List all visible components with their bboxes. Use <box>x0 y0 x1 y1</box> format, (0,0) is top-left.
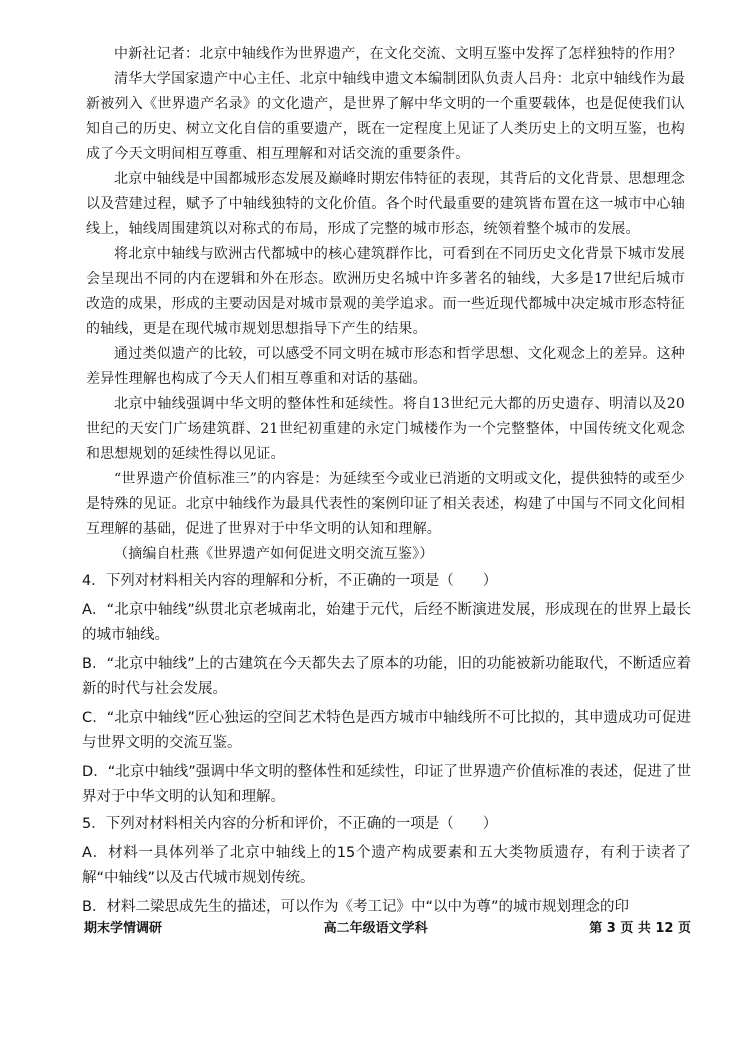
passage-paragraph-7: “世界遗产价值标准三”的内容是：为延续至今或业已消逝的文明或文化，提供独特的或至少是特殊的见证。北京中轴线作为最具代表性的案例印证了相关表述，构建了中国与不同文化间相互理解的基础，促进了世界对于中华文明的认知和理解。 <box>86 471 685 537</box>
passage-paragraph-4: 将北京中轴线与欧洲古代都城中的核心建筑群作比，可看到在不同历史文化背景下城市发展会呈现出不同的内在逻辑和外在形态。欧洲历史名城中许多著名的轴线，大多是17世纪后城市改造的成果，形成的主要动因是对城市景观的美学追求。而一些近现代都城中决定城市形态特征的轴线，更是在现代城市规划思想指导下产生的结果。 <box>86 246 685 337</box>
question-5-option-b: B．材料二梁思成先生的描述，可以作为《考工记》中“以中为尊”的城市规划理念的印 <box>82 899 629 915</box>
footer-subject: 高二年级语文学科 <box>323 921 428 936</box>
passage-paragraph-5: 通过类似遗产的比较，可以感受不同文明在城市形态和哲学思想、文化观念上的差异。这种差异性理解也构成了今天人们相互尊重和对话的基础。 <box>86 346 685 387</box>
question-4-option-c: C．“北京中轴线”匠心独运的空间艺术特色是西方城市中轴线所不可比拟的，其申遗成功可促进与世界文明的交流互鉴。 <box>82 710 691 751</box>
question-4-option-d: D．“北京中轴线”强调中华文明的整体性和延续性，印证了世界遗产价值标准的表述，促进了世界对于中华文明的认知和理解。 <box>82 764 691 805</box>
passage-paragraph-3: 北京中轴线是中国都城形态发展及巅峰时期宏伟特征的表现，其背后的文化背景、思想理念以及营建过程，赋予了中轴线独特的文化价值。各个时代最重要的建筑皆布置在这一城市中心轴线上，轴线周围建筑以对称式的布局，形成了完整的城市形态，统领着整个城市的发展。 <box>86 171 685 237</box>
reading-passage <box>86 42 685 567</box>
passage-paragraph-1: 中新社记者：北京中轴线作为世界遗产，在文化交流、文明互鉴中发挥了怎样独特的作用？ <box>114 46 682 62</box>
question-5-stem: 5．下列对材料相关内容的分析和评价，不正确的一项是（ ） <box>82 816 498 832</box>
passage-paragraph-2: 清华大学国家遗产中心主任、北京中轴线申遗文本编制团队负责人吕舟：北京中轴线作为最新被列入《世界遗产名录》的文化遗产，是世界了解中华文明的一个重要载体，也是促使我们认知自己的历史、树立文化自信的重要遗产，既在一定程度上见证了人类历史上的文明互鉴，也构成了今天文明间相互尊重、相互理解和对话交流的重要条件。 <box>86 71 685 162</box>
question-4-option-b: B．“北京中轴线”上的古建筑在今天都失去了原本的功能，旧的功能被新功能取代，不断适应着新的时代与社会发展。 <box>82 656 691 697</box>
page-footer <box>84 917 691 936</box>
question-5 <box>82 812 691 920</box>
question-4-option-a: A．“北京中轴线”纵贯北京老城南北，始建于元代，后经不断演进发展，形成现在的世界上最长的城市轴线。 <box>82 602 691 643</box>
questions-section <box>82 569 691 920</box>
passage-source: （摘编自杜燕《世界遗产如何促进文明交流互鉴》） <box>114 546 434 562</box>
footer-page-number: 第 3 页 共 12 页 <box>589 921 691 936</box>
question-5-option-a: A．材料一具体列举了北京中轴线上的15个遗产构成要素和五大类物质遗存，有利于读者了解“中轴线”以及古代城市规划传统。 <box>82 845 691 886</box>
passage-paragraph-6: 北京中轴线强调中华文明的整体性和延续性。将自13世纪元大都的历史遗存、明清以及20世纪的天安门广场建筑群、21世纪初重建的永定门城楼作为一个完整整体，中国传统文化观念和思想规划的延续性得以见证。 <box>86 396 685 462</box>
question-4-stem: 4．下列对材料相关内容的理解和分析，不正确的一项是（ ） <box>82 573 498 589</box>
footer-exam-name: 期末学情调研 <box>84 921 163 936</box>
question-4 <box>82 569 691 810</box>
